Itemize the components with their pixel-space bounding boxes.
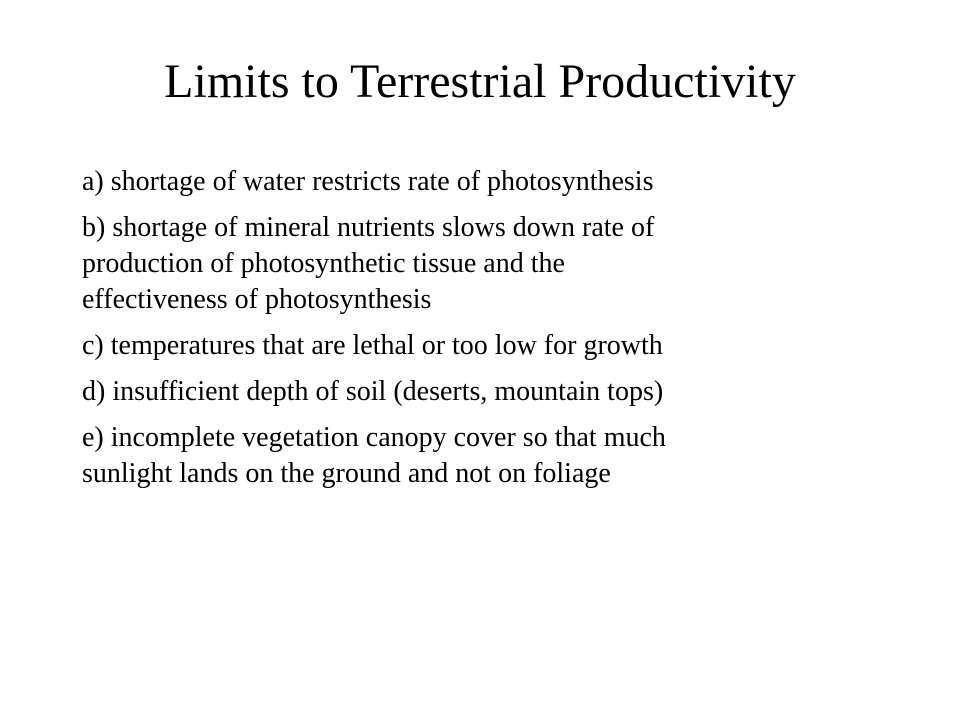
- list-item-line: b) shortage of mineral nutrients slows down rate of: [82, 212, 655, 243]
- list-item-c: [82, 328, 882, 364]
- list-item-line: production of photosynthetic tissue and the: [82, 248, 565, 279]
- list-item-a: [82, 164, 882, 200]
- list-item-line: effectiveness of photosynthesis: [82, 284, 432, 315]
- list-item-line: c) temperatures that are lethal or too low for growth: [82, 330, 663, 361]
- slide-title: Limits to Terrestrial Productivity: [164, 55, 796, 108]
- list-item-e: [82, 420, 882, 492]
- list-item-line: d) insufficient depth of soil (deserts, mountain tops): [82, 376, 664, 407]
- list-item-line: e) incomplete vegetation canopy cover so that much: [82, 422, 666, 453]
- list-item-b: [82, 210, 882, 318]
- list-item-d: [82, 374, 882, 410]
- list-item-line: a) shortage of water restricts rate of photosynthesis: [82, 166, 654, 197]
- list-item-line: sunlight lands on the ground and not on foliage: [82, 458, 611, 489]
- bullet-list: [82, 164, 882, 502]
